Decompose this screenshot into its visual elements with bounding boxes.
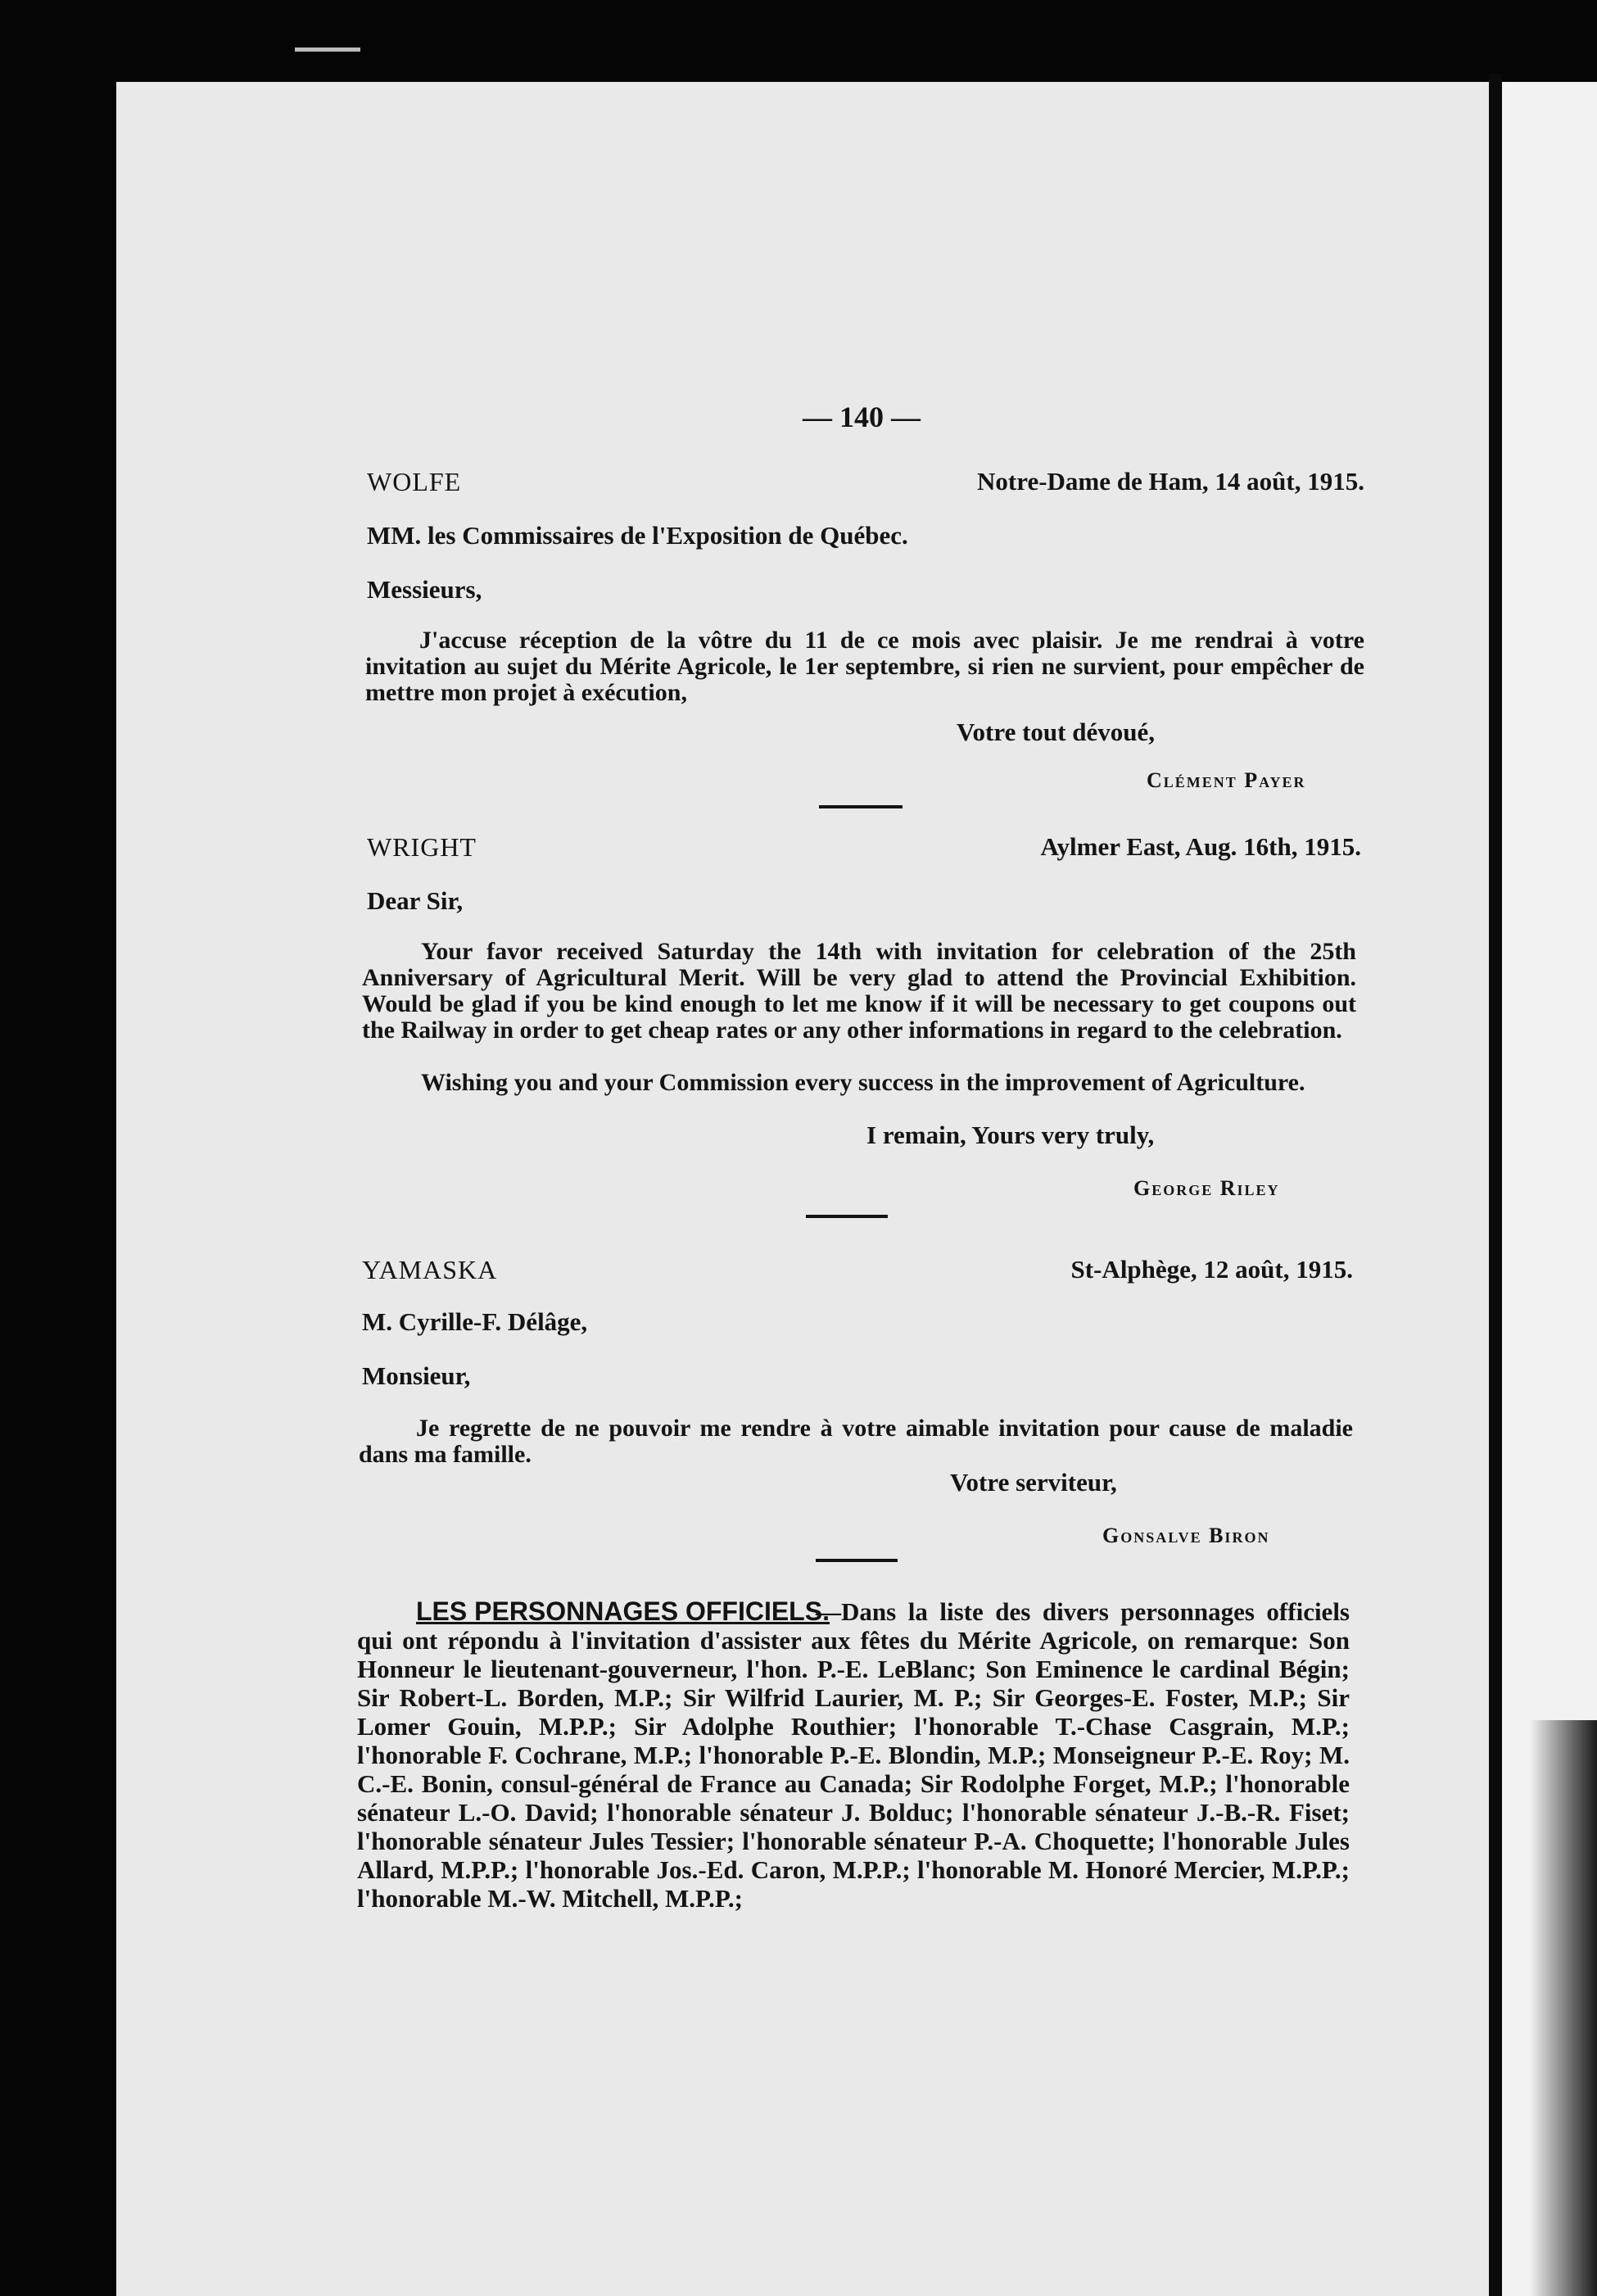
- letter-closing: I remain, Yours very truly,: [866, 1121, 1155, 1149]
- letter-dateline: Aylmer East, Aug. 16th, 1915.: [1040, 832, 1361, 861]
- scan-mark: [295, 48, 360, 52]
- letter-closing: Votre serviteur,: [950, 1468, 1117, 1497]
- page-shadow: [1530, 1720, 1597, 2296]
- letter-divider: [806, 1215, 888, 1218]
- letter-dateline: Notre-Dame de Ham, 14 août, 1915.: [977, 467, 1364, 496]
- letter-body: Your favor received Saturday the 14th with invitation for celebration of the 25th Anniversary of Agricultural Merit. Will be very glad to attend the Provincial Exhibition. Would be glad if you be kind enough to let me know if it will be necessary to get coupons out the Railway in order to get cheap rates or any other informations in regard to the celebration.: [362, 938, 1356, 1044]
- letter-salutation: Monsieur,: [362, 1361, 471, 1390]
- county-heading: WOLFE: [367, 467, 462, 496]
- page-number: — 140 —: [803, 401, 921, 433]
- letter-signature: Gonsalve Biron: [1102, 1524, 1270, 1547]
- letter-closing: Votre tout dévoué,: [957, 718, 1155, 746]
- letter-signature: Clément Payer: [1147, 768, 1306, 792]
- letter-salutation: Messieurs,: [367, 575, 482, 604]
- county-heading: WRIGHT: [367, 832, 477, 862]
- letter-body: J'accuse réception de la vôtre du 11 de ce mois avec plaisir. Je me rendrai à votre invitation au sujet du Mérite Agricole, le 1er septembre, si rien ne survient, pour empêcher de mettre mon projet à exécution,: [365, 627, 1364, 706]
- county-heading: YAMASKA: [362, 1255, 498, 1284]
- letter-recipient: M. Cyrille-F. Délâge,: [362, 1307, 588, 1336]
- page-gutter: [1489, 74, 1502, 2296]
- letter-body-continued: Wishing you and your Commission every success in the improvement of Agriculture.: [421, 1069, 1305, 1096]
- letter-signature: George Riley: [1133, 1176, 1280, 1200]
- letter-body: Je regrette de ne pouvoir me rendre à votre aimable invitation pour cause de maladie dans ma famille.: [359, 1415, 1353, 1468]
- letter-recipient: MM. les Commissaires de l'Exposition de Québec.: [367, 521, 908, 550]
- letter-salutation: Dear Sir,: [367, 886, 464, 915]
- letter-divider: [816, 1559, 898, 1562]
- section-text: —Dans la liste des divers personnages officiels qui ont répondu à l'invitation d'assister aux fêtes du Mérite Agricole, on remarque: Son Honneur le lieutenant-gouverneur, l'hon. P.-E. LeBlanc; Son Eminence le cardinal Bégin; Sir Robert-L. Borden, M.P.; Sir Wilfrid Laurier, M. P.; Sir Georges-E. Foster, M.P.; Sir Lomer Gouin, M.P.P.; Sir Adolphe Routhier; l'honorable T.-Chase Casgrain, M.P.; l'honorable F. Cochrane, M.P.; l'honorable P.-E. Blondin, M.P.; Monseigneur P.-E. Roy; M. C.-E. Bonin, consul-général de France au Canada; Sir Rodolphe Forget, M.P.; l'honorable sénateur L.-O. David; l'honorable sénateur J. Bolduc; l'honorable sénateur J.-B.-R. Fiset; l'honorable sénateur Jules Tessier; l'honorable sénateur P.-A. Choquette; l'honorable Jules Allard, M.P.P.; l'honorable Jos.-Ed. Caron, M.P.P.; l'honorable M. Honoré Mercier, M.P.P.; l'honorable M.-W. Mitchell, M.P.P.;: [357, 1597, 1350, 1913]
- section-title: LES PERSONNAGES OFFICIELS.: [416, 1596, 830, 1626]
- letter-dateline: St-Alphège, 12 août, 1915.: [1070, 1255, 1353, 1284]
- letter-divider: [819, 805, 903, 808]
